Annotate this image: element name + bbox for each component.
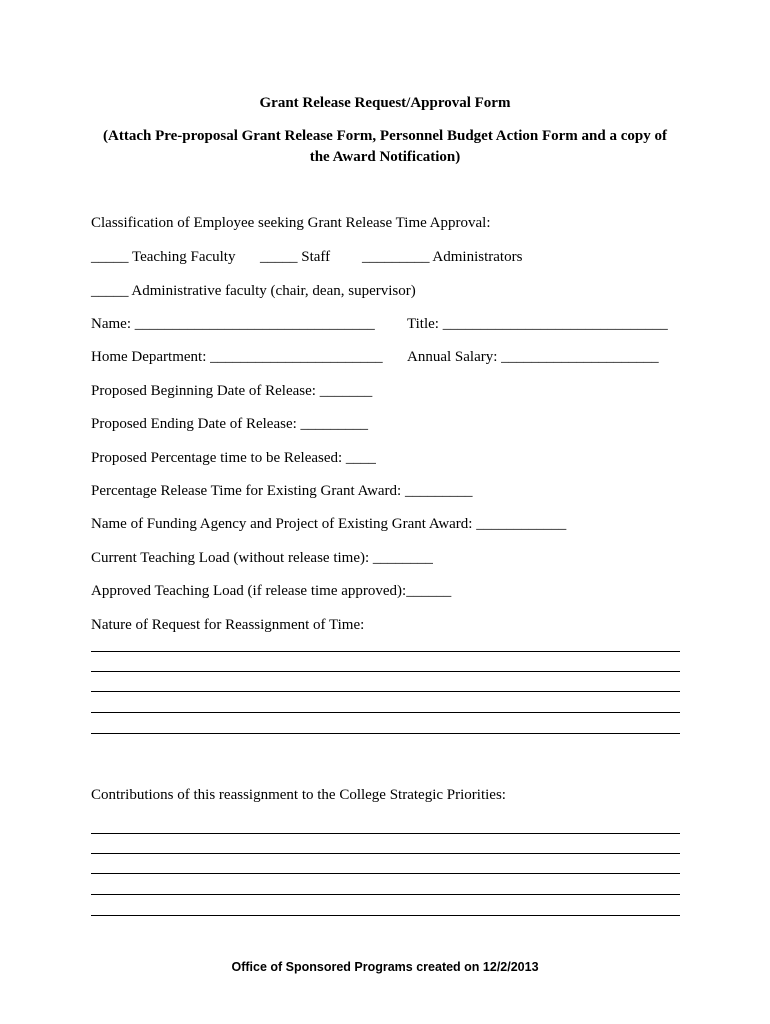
contributions-answer-line[interactable]	[91, 915, 680, 916]
contributions-answer-line[interactable]	[91, 873, 680, 874]
name-field[interactable]: Name: ________________________________	[91, 316, 375, 332]
nature-of-request-label: Nature of Request for Reassignment of Time:	[91, 617, 365, 633]
annual-salary-field[interactable]: Annual Salary: _____________________	[407, 349, 659, 365]
current-teaching-load-field[interactable]: Current Teaching Load (without release time): ________	[91, 550, 433, 566]
ending-date-field[interactable]: Proposed Ending Date of Release: _________	[91, 416, 369, 432]
percentage-released-field[interactable]: Proposed Percentage time to be Released: ____	[91, 450, 376, 466]
option-administrative-faculty[interactable]: _____ Administrative faculty (chair, dean, supervisor)	[91, 283, 416, 299]
nature-answer-line[interactable]	[91, 651, 680, 652]
beginning-date-field[interactable]: Proposed Beginning Date of Release: _______	[91, 383, 373, 399]
nature-answer-line[interactable]	[91, 671, 680, 672]
option-staff[interactable]: _____ Staff	[260, 249, 331, 265]
funding-agency-field[interactable]: Name of Funding Agency and Project of Existing Grant Award: ____________	[91, 516, 567, 532]
contributions-label: Contributions of this reassignment to the College Strategic Priorities:	[91, 787, 506, 803]
form-title: Grant Release Request/Approval Form	[259, 95, 511, 111]
contributions-answer-line[interactable]	[91, 833, 680, 834]
form-subtitle-line1: (Attach Pre-proposal Grant Release Form, Personnel Budget Action Form and a copy of	[103, 128, 667, 144]
percentage-existing-grant-field[interactable]: Percentage Release Time for Existing Grant Award: _________	[91, 483, 473, 499]
nature-answer-line[interactable]	[91, 691, 680, 692]
classification-label: Classification of Employee seeking Grant Release Time Approval:	[91, 215, 491, 231]
option-teaching-faculty[interactable]: _____ Teaching Faculty	[91, 249, 236, 265]
nature-answer-line[interactable]	[91, 733, 680, 734]
form-subtitle-line2: the Award Notification)	[309, 149, 461, 165]
contributions-answer-line[interactable]	[91, 894, 680, 895]
nature-answer-line[interactable]	[91, 712, 680, 713]
title-field[interactable]: Title: ______________________________	[407, 316, 668, 332]
contributions-answer-line[interactable]	[91, 853, 680, 854]
option-administrators[interactable]: _________ Administrators	[362, 249, 523, 265]
footer-note: Office of Sponsored Programs created on 12/2/2013	[231, 960, 539, 974]
approved-teaching-load-field[interactable]: Approved Teaching Load (if release time approved):______	[91, 583, 452, 599]
home-department-field[interactable]: Home Department: _______________________	[91, 349, 383, 365]
